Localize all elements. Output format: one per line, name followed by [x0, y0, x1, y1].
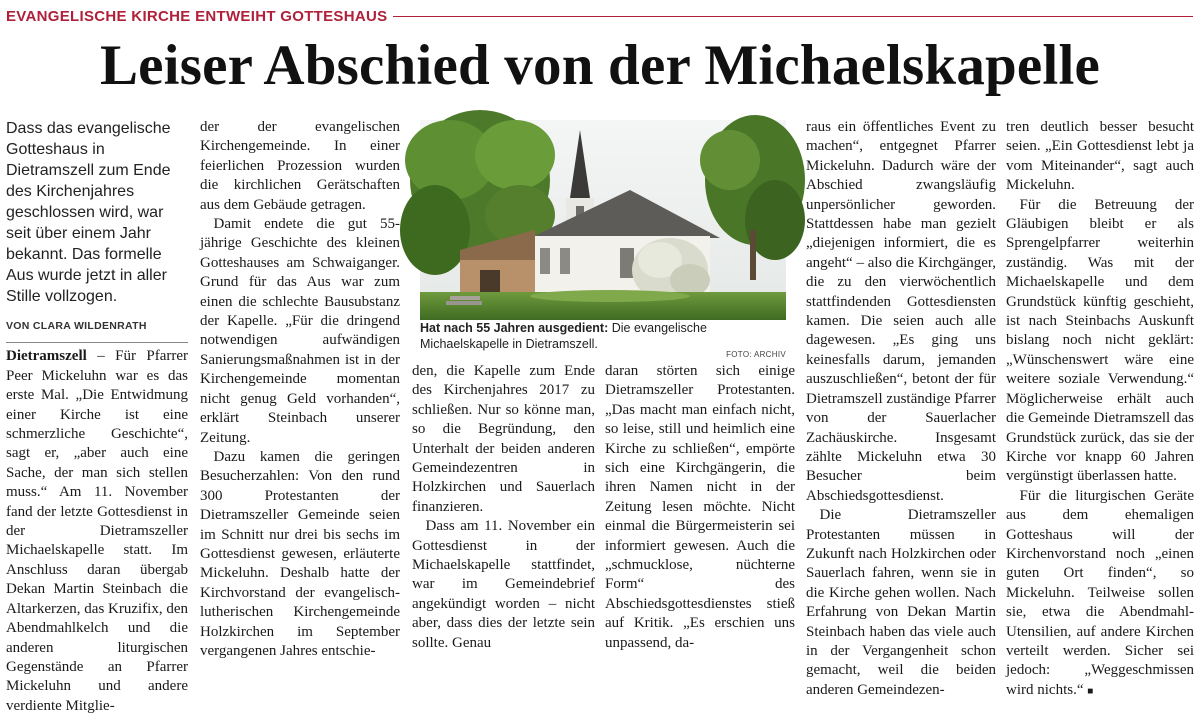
chapel-photo-svg: [420, 120, 786, 320]
kicker-text: EVANGELISCHE KIRCHE ENTWEIHT GOTTESHAUS: [6, 8, 388, 25]
col6-paragraph-1: tren deutlich besser besucht seien. „Ein Gottesdienst lebt ja vom Miteinander“, sagt auch Mickeluhn.: [1006, 119, 1194, 194]
kicker-rule: [393, 16, 1193, 17]
lead-paragraph: Dass das evangelische Gotteshaus in Dietramszell zum Ende des Kirchenjahres geschlossen wird, war seit über einem Jahr bekannt. Das formelle Aus wurde jetzt in aller Stille vollzogen.: [6, 120, 171, 305]
col1-paragraph: [6, 347, 188, 716]
col6-paragraph-3: [1006, 487, 1194, 701]
col5-paragraph-1: raus ein öffentliches Event zu machen“, entgegnet Pfarrer Mickeluhn. Dadurch wäre der Abschied zwangsläufig unpersönlicher geworden. Stattdessen habe man gezielt „diejenigen informiert, die es angeht“ – also die Kirchgänger, die zu den vierwöchentlich stattfindenden Gottesdiensten kamen. Die seien auch alle dagewesen. „Es ging uns keinesfalls darum, jemanden auszuschließen“, betont der für Dietramszell zuständige Pfarrer von der Sauerlacher Zachäuskirche. Insgesamt zählte Mickeluhn etwa 30 Besucher beim Abschiedsgottesdienst.: [806, 119, 996, 504]
col3-paragraph-1: den, die Kapelle zum Ende des Kirchenjahres 2017 zu schließen. Nur so könne man, so die Begründung, den Unterhalt der beiden anderen Gemeindezentren in Holzkirchen und Sauerlach finanzieren.: [412, 363, 595, 515]
column-3: [412, 362, 595, 651]
caption-text: Die evangelische Michaelskapelle in Dietramszell.: [420, 321, 707, 351]
col2-paragraph-2: Damit endete die gut 55-jährige Geschichte des kleinen Gotteshauses am Schwaiganger. Grund für das Aus war zum einen die schlechte Bausubstanz der Kapelle. „Für die dringend notwendigen aufwändigen Sanierungsmaßnahmen ist in der Kirchengemeinde momentan nicht genug Geld vorhanden“, erklärt Steinbach unserer Zeitung.: [200, 216, 400, 446]
col3-paragraph-2: Dass am 11. November ein Gottesdienst in der Michaelskapelle stattfindet, war im Gemeindebrief angekündigt worden – nicht aber, dass dies der letzte sein sollte. Genau: [412, 518, 595, 651]
col1-text: – Für Pfarrer Peer Mickeluhn war es das erste Mal. „Die Entwidmung einer Kirche ist eine schmerzliche Geschichte“, sagt er, „aber auch eine Sache, der man sich stellen muss.“ Am 11. November fand der letzte Gottesdienst in der Dietramszeller Michaelskapelle statt. Im Anschluss daran übergab Dekan Martin Steinbach die Altarkerzen, das Kruzifix, den Abendmahlkelch und die anderen liturgischen Gegenstände an Pfarrer Mickeluhn und andere verdiente Mitglie-: [6, 348, 189, 714]
column-4: [605, 362, 795, 651]
headline: Leiser Abschied von der Michaelskapelle: [99, 34, 1101, 97]
photo-caption: [420, 320, 786, 362]
column-1: [6, 118, 189, 714]
kicker: [6, 8, 1193, 25]
column-5: [806, 118, 996, 698]
col6-paragraph-2: Für die Betreuung der Gläubigen bleibt er als Sprengelpfarrer weiterhin zuständig. Was mit der Michaelskapelle und dem Grundstück künftig geschieht, ist nach Steinbachs Auskunft bislang noch nicht geklärt: „Wünschenswert wäre eine weitere soziale Verwendung.“ Möglicherweise erhält auch die Gemeinde Dietramszell das Grundstück zurück, das sie der Kirche vor knapp 60 Jahren vergünstigt überlassen hatte.: [1006, 196, 1194, 485]
end-mark: ■: [1087, 685, 1094, 697]
col5-paragraph-2: Die Dietramszeller Protestanten müssen in Zukunft nach Holzkirchen oder Sauerlach fahren, wenn sie in die Kirche gehen wollen. Nach Erfahrung von Dekan Martin Steinbach haben das viele auch in der Vergangenheit schon gemacht, weil die beiden anderen Gemeindezen-: [806, 507, 996, 698]
column-6: [1006, 118, 1194, 698]
col2-paragraph-3: Dazu kamen die geringen Besucherzahlen: Von den rund 300 Protestanten der Dietramszeller Gemeinde seien im Schnitt nur drei bis sechs im Gottesdienst gewesen, erläuterte Mickeluhn. Deshalb hatte der Kirchvorstand der evangelisch-lutherischen Kirchengemeinde Holzkirchen im September vergangenen Jahres entschie-: [200, 448, 400, 659]
dateline: Dietramszell: [6, 348, 87, 365]
chapel-photo: [420, 120, 786, 320]
byline: VON CLARA WILDENRATH: [6, 317, 188, 343]
col2-paragraph-1: der der evangelischen Kirchengemeinde. In einer feierlichen Prozession wurden die kirchlichen Gerätschaften aus dem Gebäude getragen.: [200, 119, 400, 213]
caption-bold: Hat nach 55 Jahren ausgedient:: [420, 321, 609, 335]
column-2: [200, 118, 400, 659]
col4-paragraph-1: daran störten sich einige Dietramszeller Protestanten. „Das macht man einfach nicht, so leise, still und heimlich eine Kirche zu schließen“, empörte sich eine Kirchgängerin, die ihren Namen nicht in der Zeitung lesen möchte. Nicht einmal die Bürgermeisterin sei informiert gewesen. Auch die „schmucklose, nüchterne Form“ des Abschiedsgottesdienstes stieß auf Kritik. „Es erschien uns unpassend, da-: [605, 363, 795, 651]
col6-paragraph-3-text: Für die liturgischen Geräte aus dem ehemaligen Gotteshaus will der Kirchenvorstand noch „einen guten Ort finden“, so Mickeluhn. Teilweise sollen sie, etwa die Abendmahl-Utensilien, auf andere Kirchen verteilt werden. Sicher sei jedoch: „Weggeschmissen wird nichts.“: [1006, 487, 1194, 698]
photo-credit: FOTO: ARCHIV: [726, 350, 786, 359]
